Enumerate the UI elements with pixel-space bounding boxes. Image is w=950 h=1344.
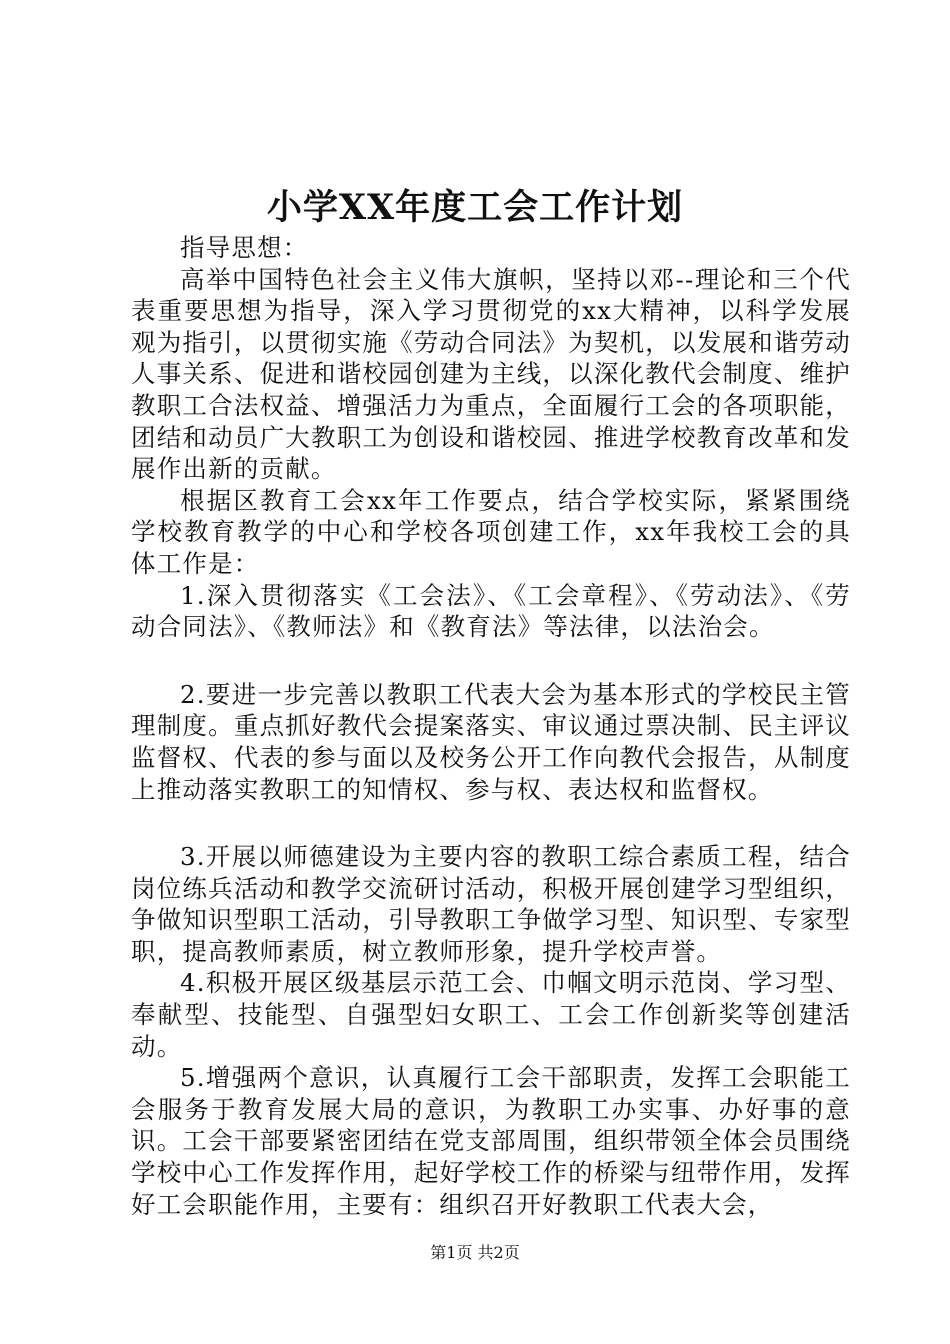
paragraph-item-4: 4.积极开展区级基层示范工会、巾帼文明示范岗、学习型、奉献型、技能型、自强型妇女职工、工会工作创新奖等创建活动。 — [131, 968, 851, 1061]
paragraph-work-intro: 根据区教育工会xx年工作要点，结合学校实际，紧紧围绕学校教育教学的中心和学校各项创建工作，xx年我校工会的具体工作是： — [131, 485, 851, 578]
paragraph-item-2: 2.要进一步完善以教职工代表大会为基本形式的学校民主管理制度。重点抓好教代会提案落实、审议通过票决制、民主评议监督权、代表的参与面以及校务公开工作向教代会报告，从制度上推动落实教职工的知情权、参与权、表达权和监督权。 — [131, 679, 851, 804]
paragraph-spacer — [131, 643, 851, 679]
paragraph-item-5: 5.增强两个意识，认真履行工会干部职责，发挥工会职能工会服务于教育发展大局的意识，为教职工办实事、办好事的意识。工会干部要紧密团结在党支部周围，组织带领全体会员围绕学校中心工作发挥作用，起好学校工作的桥梁与纽带作用，发挥好工会职能作用，主要有：组织召开好教职工代表大会， — [131, 1063, 851, 1219]
page-footer: 第1页 共2页 — [430, 1243, 520, 1262]
paragraph-guiding-heading: 指导思想： — [180, 233, 309, 262]
document-body — [131, 232, 851, 1220]
paragraph-spacer — [131, 805, 851, 841]
paragraph-item-1: 1.深入贯彻落实《工会法》、《工会章程》、《劳动法》、《劳动合同法》、《教师法》和《教育法》等法律，以法治会。 — [131, 580, 851, 642]
document-title: 小学XX年度工会工作计划 — [266, 187, 684, 228]
paragraph-item-3: 3.开展以师德建设为主要内容的教职工综合素质工程，结合岗位练兵活动和教学交流研讨活动，积极开展创建学习型组织，争做知识型职工活动，引导教职工争做学习型、知识型、专家型职，提高教师素质，树立教师形象，提升学校声誉。 — [131, 842, 851, 966]
paragraph-guiding-content: 高举中国特色社会主义伟大旗帜，坚持以邓--理论和三个代表重要思想为指导，深入学习贯彻党的xx大精神，以科学发展观为指引，以贯彻实施《劳动合同法》为契机，以发展和谐劳动人事关系、促进和谐校园创建为主线，以深化教代会制度、维护教职工合法权益、增强活力为重点，全面履行工会的各项职能，团结和动员广大教职工为创设和谐校园、推进学校教育改革和发展作出新的贡献。 — [131, 264, 851, 484]
